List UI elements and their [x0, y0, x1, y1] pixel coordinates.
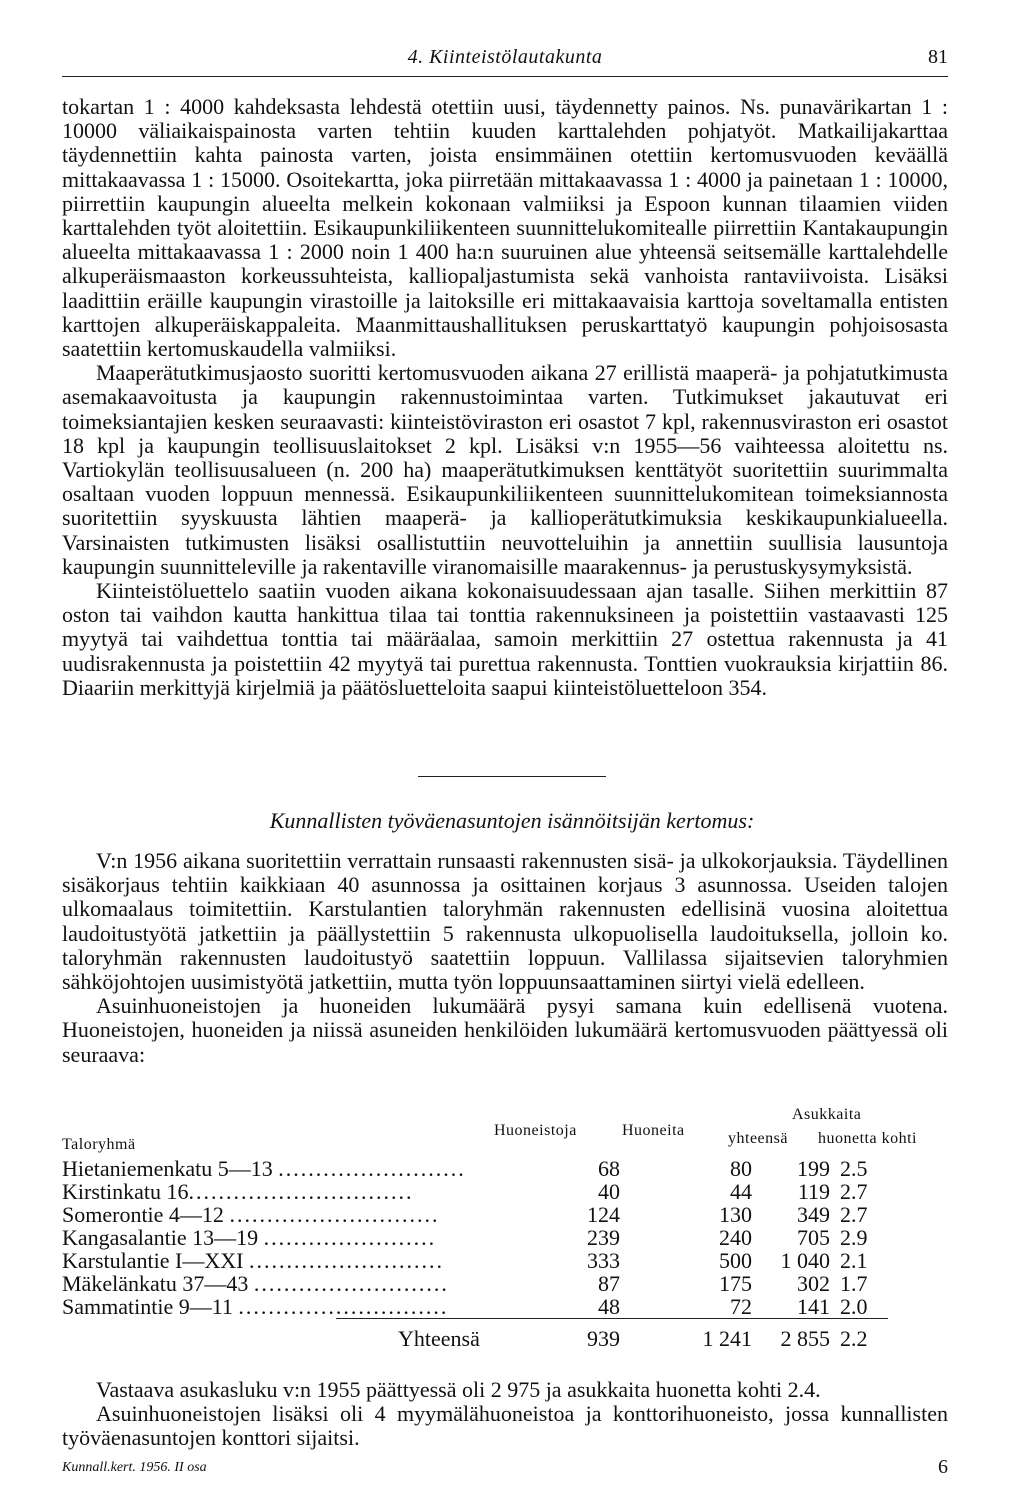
row-rooms: 240: [719, 1225, 752, 1250]
table-total-row: [62, 1326, 952, 1349]
total-label: Yhteensä: [398, 1326, 480, 1351]
table-row: [62, 1156, 952, 1179]
row-apartments: 239: [587, 1225, 620, 1250]
row-rooms: 500: [719, 1248, 752, 1273]
header-residents-total: yhteensä: [728, 1130, 788, 1147]
section-3: [62, 1378, 948, 1451]
row-apartments: 68: [598, 1156, 620, 1181]
row-name: Mäkelänkatu 37—43 ..........................: [62, 1271, 449, 1296]
header-residents-group: Asukkaita: [792, 1106, 862, 1123]
row-apartments: 87: [598, 1271, 620, 1296]
row-apartments: 48: [598, 1294, 620, 1319]
header-per-room: huonetta kohti: [818, 1130, 917, 1147]
row-residents: 141: [797, 1294, 830, 1319]
paragraph-repairs: V:n 1956 aikana suoritettiin verrattain runsaasti rakennusten sisä- ja ulkokorjauksia. Täydellinen sisäkorjaus tehtiin kaikkiaan 40 asunnossa ja osittainen korjaus 3 asunnossa. Useiden talojen ulkomaalaus toimitettiin. Karstulantien taloryhmän rakennusten edellisinä vuosina aloitettua laudoitustyötä jatkettiin ja päällystettiin 5 rakennusta ulkopuolisella laudoituksella, jolloin ko. taloryhmän rakennusten laudoitustyö saatettiin loppuun. Vallilassa sijaitsevien taloryhmien sähköjohtojen uusimistyötä jatkettiin, mutta työn loppuunsaattaminen siirtyi vielä edelleen.: [62, 848, 948, 995]
total-residents: 2 855: [780, 1326, 830, 1351]
row-residents: 119: [797, 1179, 830, 1204]
header-apartments: Huoneistoja: [494, 1122, 577, 1139]
page-number: 81: [928, 46, 948, 68]
page-header: [62, 42, 948, 77]
row-per-room: 2.5: [840, 1156, 868, 1181]
paragraph-property-register: Kiinteistöluettelo saatiin vuoden aikana kokonaisuudessaan ajan tasalle. Siihen merkittiin 87 oston tai vaihdon kautta hankittua tilaa tai tonttia rakennuksineen ja poistettiin vastaavasti 125 myytyä tai vaihdettua tonttia tai määräalaa, samoin merkittiin 27 ostettua rakennusta ja 41 uudisrakennusta ja poistettiin 42 myytyä tai purettua rakennusta. Tonttien vuokrauksia kirjattiin 86. Diaariin merkittyjä kirjelmiä ja päätösluetteloita saapui kiinteistöluetteloon 354.: [62, 578, 948, 700]
row-name: Hietaniemenkatu 5—13 .........................: [62, 1156, 466, 1181]
running-title: 4. Kiinteistölautakunta: [407, 46, 603, 68]
row-rooms: 80: [730, 1156, 752, 1181]
row-rooms: 130: [719, 1202, 752, 1227]
row-name: Sammatintie 9—11 ............................: [62, 1294, 449, 1319]
row-per-room: 2.7: [840, 1202, 868, 1227]
table-row: [62, 1225, 952, 1248]
row-residents: 302: [797, 1271, 830, 1296]
row-residents: 199: [797, 1156, 830, 1181]
row-name: Somerontie 4—12 ............................: [62, 1202, 440, 1227]
row-residents: 349: [797, 1202, 830, 1227]
paragraph-maps: tokartan 1 : 4000 kahdeksasta lehdestä otettiin uusi, täydennetty painos. Ns. punavärikartan 1 : 10000 väliaikaispainosta varten tehtiin kuuden karttalehden pohjatyöt. Matkailijakarttaa täydennettiin kahta painosta varten, joista ensimmäinen otettiin kertomusvuoden keväällä mittakaavassa 1 : 15000. Osoitekartta, joka piirretään mittakaavassa 1 : 4000 ja painetaan 1 : 10000, piirrettiin kaupungin alueelta melkein kokonaan valmiiksi ja Espoon kunnan tilaamien viiden karttalehden työt aloitettiin. Esikaupunkiliikenteen suunnittelukomitealle piirrettiin Kantakaupungin alueelta mittakaavassa 1 : 2000 noin 1 400 ha:n suuruinen alue yhteensä seitsemälle karttalehdelle alkuperäismaaston korkeussuhteista, kalliopaljastumista sekä vanhoista rantaviivoista. Lisäksi laadittiin eräille kaupungin virastoille ja laitoksille eri mittakaavaisia karttoja soveltamalla entisten karttojen alkuperäiskappaleita. Maanmittaushallituksen peruskarttatyö kaupungin pohjoisosasta saatettiin kertomuskaudella valmiiksi.: [62, 94, 948, 362]
paragraph-previous-year: Vastaava asukasluku v:n 1955 päättyessä oli 2 975 ja asukkaita huonetta kohti 2.4.: [96, 1377, 821, 1402]
header-rooms: Huoneita: [622, 1122, 685, 1139]
row-name: Karstulantie I—XXI ..........................: [62, 1248, 444, 1273]
paragraph-soil-research: Maaperätutkimusjaosto suoritti kertomusvuoden aikana 27 erillistä maaperä- ja pohjatutkimusta asemakaavoitusta ja kaupungin rakennustoimintaa varten. Tutkimukset jakautuvat eri toimeksiantajien kesken seuraavasti: kiinteistöviraston eri osastot 7 kpl, rakennusviraston eri osastot 18 kpl ja kaupungin teollisuuslaitokset 2 kpl. Lisäksi v:n 1955—56 vaihteessa aloitettu ns. Vartiokylän teollisuusalueen (n. 200 ha) maaperätutkimuksen kenttätyöt suoritettiin suurimmalta osaltaan vuoden loppuun mennessä. Esikaupunkiliikenteen suunnittelukomitean toimeksiannosta suoritettiin syyskuusta lähtien maaperä- ja kallioperätutkimuksia keskikaupunkialueella. Varsinaisten tutkimusten lisäksi osallistuttiin neuvotteluihin ja annettiin suullisia lausuntoja kaupungin suunnitteleville ja rakentaville viranomaisille maarakennus- ja perustuskysymyksistä.: [62, 360, 948, 579]
row-apartments: 333: [587, 1248, 620, 1273]
row-residents: 1 040: [780, 1248, 830, 1273]
table-row: [62, 1271, 952, 1294]
row-per-room: 2.9: [840, 1225, 868, 1250]
row-per-room: 1.7: [840, 1271, 868, 1296]
row-per-room: 2.0: [840, 1294, 868, 1319]
section-1: [62, 95, 948, 700]
table-row: [62, 1248, 952, 1271]
header-group: Taloryhmä: [62, 1136, 136, 1153]
section-2: [62, 849, 948, 1067]
row-rooms: 44: [730, 1179, 752, 1204]
row-rooms: 72: [730, 1294, 752, 1319]
table-row: [62, 1294, 952, 1317]
total-per-room: 2.2: [840, 1326, 868, 1351]
table-total-rule: [336, 1318, 888, 1319]
table-row: [62, 1179, 952, 1202]
table-row: [62, 1202, 952, 1225]
row-name: Kirstinkatu 16..............................: [62, 1179, 414, 1204]
footer-source: Kunnall.kert. 1956. II osa: [62, 1460, 207, 1475]
row-per-room: 2.1: [840, 1248, 868, 1273]
row-apartments: 40: [598, 1179, 620, 1204]
paragraph-shops: Asuinhuoneistojen lisäksi oli 4 myymälähuoneistoa ja konttorihuoneisto, jossa kunnallisten työväenasuntojen konttori sijaitsi.: [62, 1401, 948, 1451]
paragraph-apartment-counts: Asuinhuoneistojen ja huoneiden lukumäärä pysyi samana kuin edellisenä vuotena. Huoneistojen, huoneiden ja niissä asuneiden henkilöiden lukumäärä kertomusvuoden päättyessä oli seuraava:: [62, 993, 948, 1067]
row-rooms: 175: [719, 1271, 752, 1296]
section-divider: [418, 776, 606, 777]
row-residents: 705: [797, 1225, 830, 1250]
row-name: Kangasalantie 13—19 .......................: [62, 1225, 437, 1250]
footer-sheet-number: 6: [938, 1456, 948, 1478]
total-apartments: 939: [587, 1326, 620, 1351]
section-heading: Kunnallisten työväenasuntojen isännöitsijän kertomus:: [269, 808, 755, 833]
row-apartments: 124: [587, 1202, 620, 1227]
row-per-room: 2.7: [840, 1179, 868, 1204]
total-rooms: 1 241: [702, 1326, 752, 1351]
